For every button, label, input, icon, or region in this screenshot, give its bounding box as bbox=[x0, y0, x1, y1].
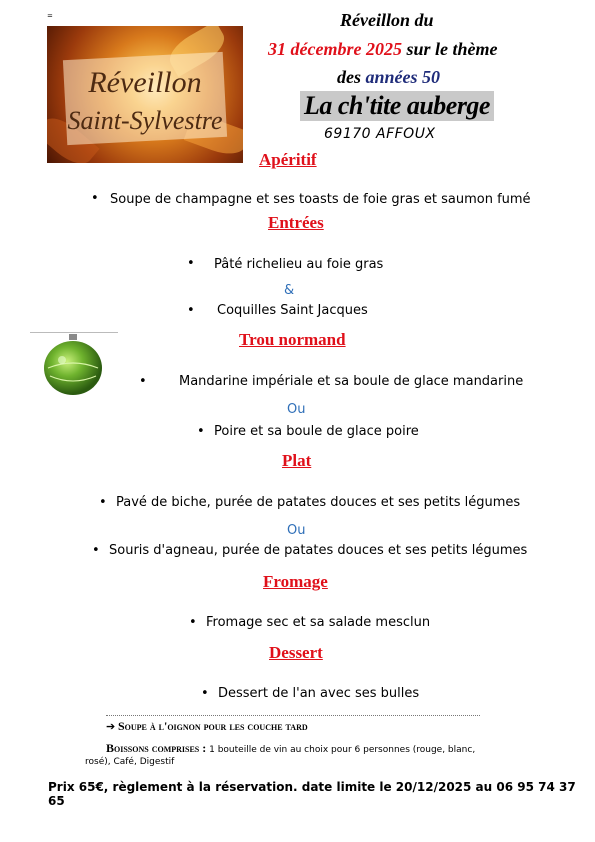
boissons-label: Boissons comprises : bbox=[106, 741, 207, 755]
bullet-icon: • bbox=[99, 495, 107, 510]
bullet-icon: • bbox=[91, 191, 99, 206]
section-title-entrees: Entrées bbox=[268, 213, 324, 232]
banner-text-reveillon: Réveillon bbox=[88, 66, 202, 99]
header-title-line1: Réveillon du bbox=[340, 10, 434, 30]
menu-item-plat-1: Pavé de biche, purée de patates douces et ses petits légumes bbox=[116, 495, 521, 510]
menu-item-entree-2: Coquilles Saint Jacques bbox=[217, 303, 368, 318]
banner-text-saint-sylvestre: Saint-Sylvestre bbox=[67, 106, 223, 135]
separator-or: Ou bbox=[287, 402, 306, 417]
christmas-ornament-icon bbox=[40, 332, 106, 398]
bullet-icon: • bbox=[139, 374, 147, 389]
reveillon-banner-image bbox=[47, 26, 243, 163]
header-title-line2 bbox=[268, 39, 497, 60]
section-title-dessert: Dessert bbox=[269, 643, 323, 662]
boissons-text-1: 1 bouteille de vin au choix pour 6 personnes (rouge, blanc, bbox=[209, 745, 476, 755]
header-theme-prefix: des bbox=[337, 67, 366, 87]
section-title-aperitif: Apéritif bbox=[259, 150, 317, 169]
bullet-icon: • bbox=[187, 256, 195, 271]
menu-item-plat-2: Souris d'agneau, purée de patates douces et ses petits légumes bbox=[109, 543, 528, 558]
menu-item-fromage-1: Fromage sec et sa salade mesclun bbox=[206, 615, 431, 630]
menu-item-aperitif-1: Soupe de champagne et ses toasts de foie gras et saumon fumé bbox=[110, 192, 531, 207]
corner-mark: = bbox=[47, 12, 53, 20]
bullet-icon: • bbox=[187, 303, 195, 318]
header-title-line3 bbox=[337, 67, 440, 88]
menu-item-dessert-1: Dessert de l'an avec ses bulles bbox=[218, 686, 420, 701]
menu-item-trou-2: Poire et sa boule de glace poire bbox=[214, 424, 419, 439]
arrow-right-icon: ➔ bbox=[106, 721, 116, 733]
bullet-icon: • bbox=[92, 543, 100, 558]
section-title-plat: Plat bbox=[282, 451, 312, 470]
separator-or: Ou bbox=[287, 523, 306, 538]
header-theme-years: années 50 bbox=[365, 67, 441, 87]
bullet-icon: • bbox=[197, 424, 205, 439]
restaurant-name: La ch'tite auberge bbox=[300, 91, 494, 121]
menu-item-entree-1: Pâté richelieu au foie gras bbox=[214, 257, 384, 272]
header-date: 31 décembre 2025 bbox=[268, 39, 402, 59]
separator-and: & bbox=[284, 283, 295, 298]
boissons-text-2: rosé), Café, Digestif bbox=[85, 757, 175, 767]
bullet-icon: • bbox=[189, 615, 197, 630]
price-info: Prix 65€, règlement à la réservation. date limite le 20/12/2025 au 06 95 74 37 65 bbox=[48, 780, 576, 808]
header-theme-tail: sur le thème bbox=[401, 39, 498, 59]
menu-item-trou-1: Mandarine impériale et sa boule de glace mandarine bbox=[179, 374, 524, 389]
section-title-fromage: Fromage bbox=[263, 572, 328, 591]
soupe-note bbox=[106, 719, 308, 734]
bullet-icon: • bbox=[201, 686, 209, 701]
boissons-line1 bbox=[106, 741, 475, 756]
restaurant-address: 69170 AFFOUX bbox=[324, 126, 436, 142]
section-title-trou-normand: Trou normand bbox=[239, 330, 346, 349]
soupe-text: Soupe à l'oignon pour les couche tard bbox=[117, 719, 308, 733]
footer-dotted-divider bbox=[106, 715, 480, 716]
